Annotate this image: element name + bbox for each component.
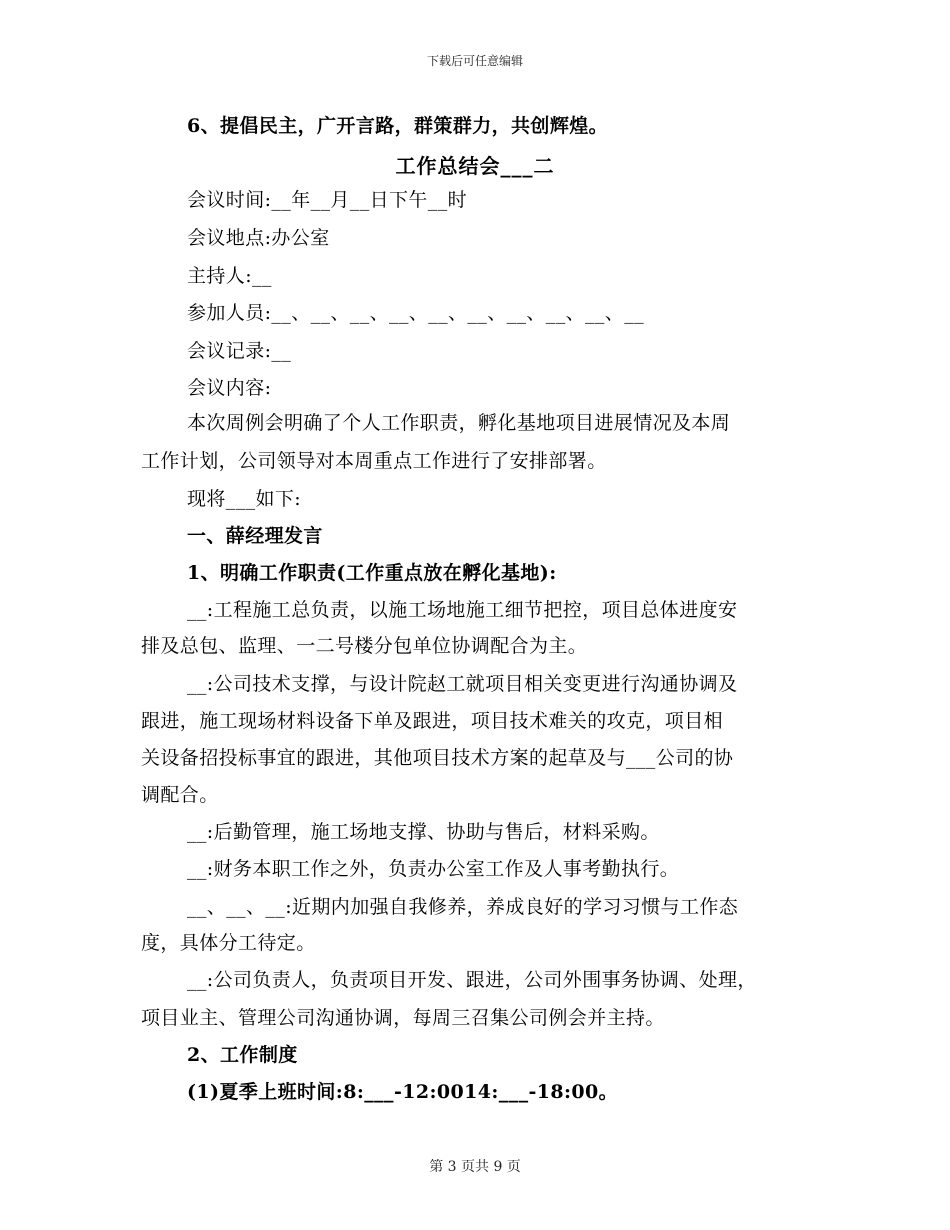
paragraph-line: 项目业主、管理公司沟通协调，每周三召集公司例会并主持。	[141, 1007, 665, 1029]
paragraph-line: 本次周例会明确了个人工作职责，孵化基地项目进展情况及本周	[187, 412, 731, 434]
paragraph-line: 排及总包、监理、一二号楼分包单位协调配合为主。	[141, 635, 588, 657]
closing-slogan: 6、提倡民主，广开言路，群策群力，共创辉煌。	[187, 115, 609, 137]
meeting-time: 会议时间:__年__月__日下午__时	[187, 189, 468, 211]
header-note: 下载后可任意编辑	[426, 54, 523, 68]
meeting-attendees: 参加人员:__、__、__、__、__、__、__、__、__、__	[187, 302, 645, 324]
paragraph-line: __、__、__:近期内加强自我修养，养成良好的学习习惯与工作态	[187, 896, 739, 918]
item-heading: 1、明确工作职责(工作重点放在孵化基地):	[187, 562, 557, 584]
meeting-recorder: 会议记录:__	[187, 340, 292, 362]
paragraph-line: __:财务本职工作之外，负责办公室工作及人事考勤执行。	[187, 858, 680, 880]
meeting-content-label: 会议内容:	[187, 377, 272, 399]
paragraph-line: __:工程施工总负责，以施工场地施工细节把控，项目总体进度安	[187, 599, 738, 621]
subsection-heading: 一、薛经理发言	[187, 525, 323, 547]
paragraph-line: __:后勤管理，施工场地支撑、协助与售后，材料采购。	[187, 821, 660, 843]
section-title: 工作总结会___二	[395, 154, 555, 178]
paragraph-line: __:公司负责人，负责项目开发、跟进，公司外围事务协调、处理，	[187, 969, 757, 991]
paragraph-line: __:公司技术支撑，与设计院赵工就项目相关变更进行沟通协调及	[187, 673, 738, 695]
paragraph-line: 关设备招投标事宜的跟进，其他项目技术方案的起草及与___公司的协	[141, 747, 734, 769]
item-heading: 2、工作制度	[187, 1044, 298, 1066]
paragraph-line: 工作计划，公司领导对本周重点工作进行了安排部署。	[141, 450, 607, 472]
meeting-host: 主持人:__	[187, 265, 272, 287]
paragraph-line: 调配合。	[141, 784, 219, 806]
paragraph-line: 现将___如下:	[187, 488, 302, 510]
paragraph-line: 度，具体分工待定。	[141, 932, 316, 954]
paragraph-line: 跟进，施工现场材料设备下单及跟进，项目技术难关的攻克，项目相	[141, 710, 724, 732]
meeting-location: 会议地点:办公室	[187, 227, 330, 249]
item-heading: (1)夏季上班时间:8:___-12:0014:___-18:00。	[187, 1081, 619, 1103]
page-number: 第 3 页共 9 页	[429, 1159, 521, 1175]
